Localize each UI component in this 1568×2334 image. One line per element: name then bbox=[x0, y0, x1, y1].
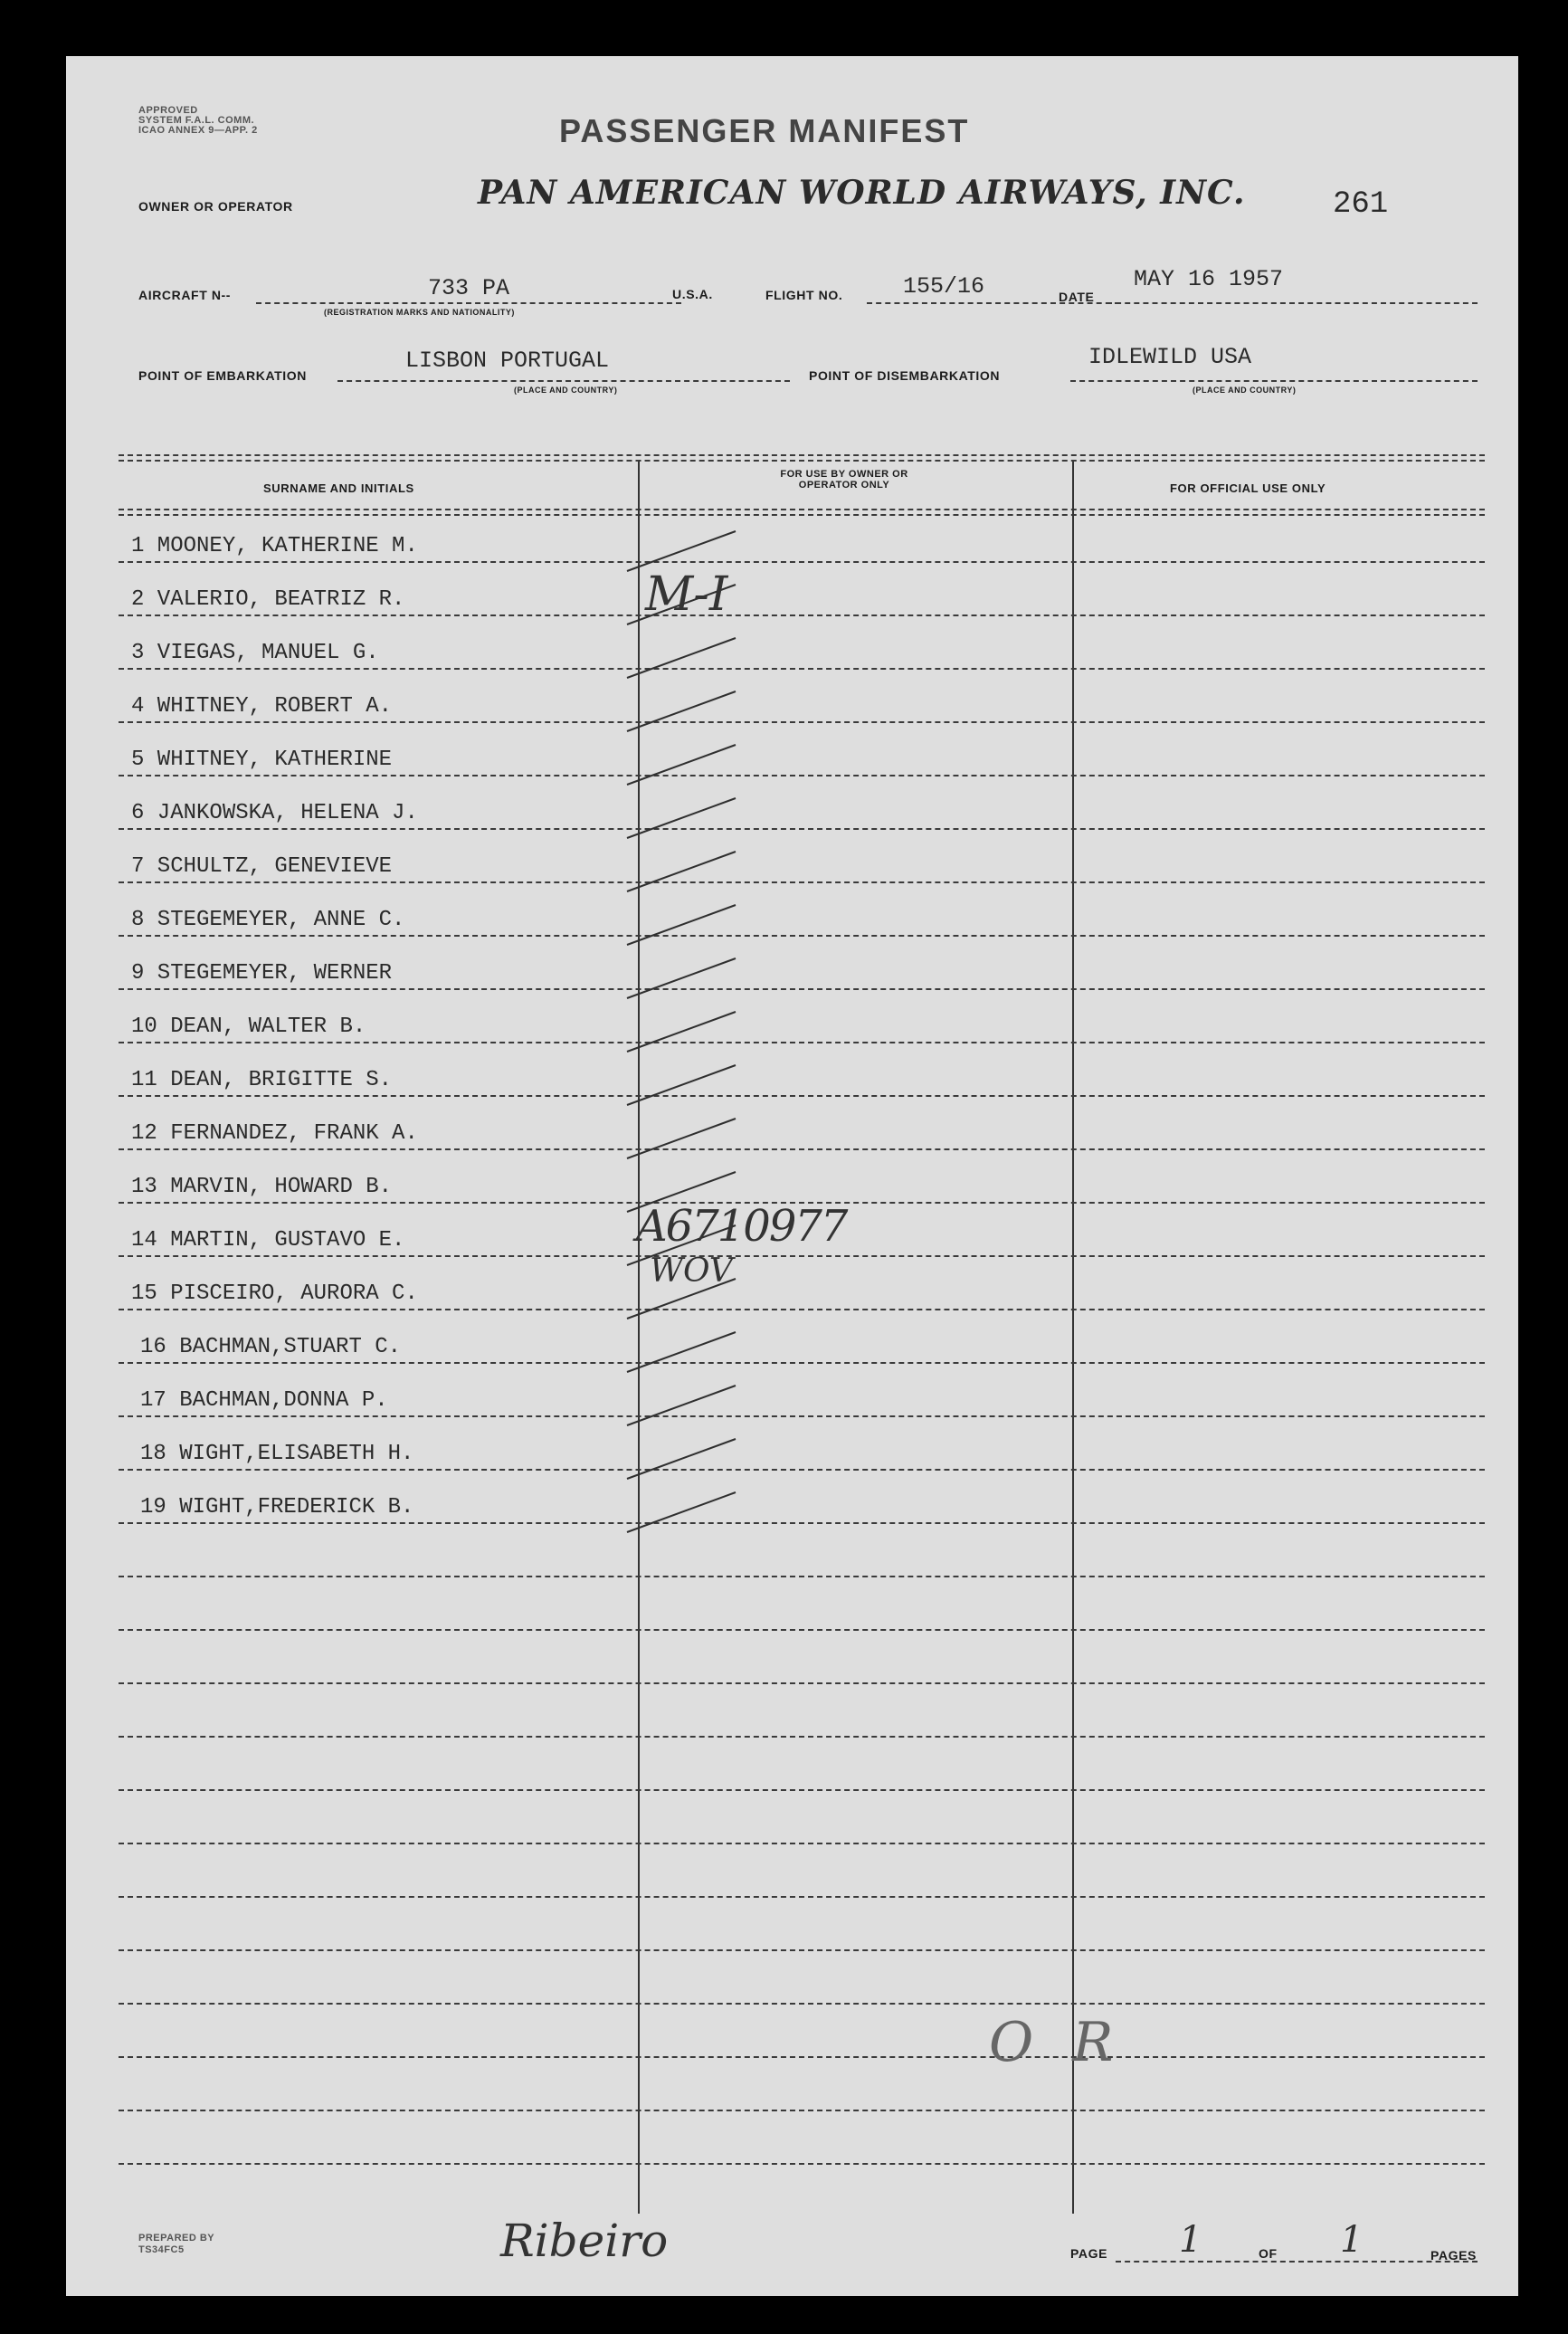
form-number: TS34FC5 bbox=[138, 2244, 185, 2255]
table-row: 17 BACHMAN,DONNA P. bbox=[140, 1388, 388, 1413]
check-mark bbox=[627, 798, 736, 838]
signature: Ribeiro bbox=[500, 2215, 669, 2267]
flight-value: 155/16 bbox=[903, 273, 985, 300]
embarkation-caption: (PLACE AND COUNTRY) bbox=[514, 386, 618, 395]
check-mark bbox=[627, 1439, 736, 1479]
check-mark bbox=[627, 905, 736, 945]
embarkation-label: POINT OF EMBARKATION bbox=[138, 368, 307, 383]
date-label: DATE bbox=[1059, 290, 1095, 304]
owner-label: OWNER OR OPERATOR bbox=[138, 199, 293, 214]
date-value: MAY 16 1957 bbox=[1134, 266, 1284, 292]
page-value: 1 bbox=[1179, 2219, 1202, 2261]
official-initials: O R bbox=[989, 2011, 1125, 2074]
form-title: PASSENGER MANIFEST bbox=[559, 112, 970, 149]
table-row: 8 STEGEMEYER, ANNE C. bbox=[131, 908, 405, 932]
check-mark bbox=[627, 531, 736, 571]
footer-rule bbox=[1116, 2261, 1478, 2263]
page-stamp-number: 261 bbox=[1333, 187, 1389, 222]
check-mark bbox=[627, 691, 736, 731]
flight-label: FLIGHT NO. bbox=[765, 288, 843, 302]
handwritten-note-row15: WOV bbox=[650, 1253, 733, 1290]
handwritten-note-row2: M-I bbox=[645, 567, 728, 622]
disembarkation-value: IDLEWILD USA bbox=[1088, 344, 1252, 370]
col-header-owner: FOR USE BY OWNER OR OPERATOR ONLY bbox=[780, 469, 908, 491]
check-mark bbox=[627, 958, 736, 998]
table-row: 19 WIGHT,FREDERICK B. bbox=[140, 1495, 414, 1519]
col-header-surname: SURNAME AND INITIALS bbox=[263, 481, 414, 495]
table-row: 18 WIGHT,ELISABETH H. bbox=[140, 1442, 414, 1466]
of-label: OF bbox=[1259, 2246, 1278, 2261]
approval-line: SYSTEM F.A.L. COMM. bbox=[138, 115, 255, 126]
registration-caption: (REGISTRATION MARKS AND NATIONALITY) bbox=[324, 308, 515, 317]
table-row: 7 SCHULTZ, GENEVIEVE bbox=[131, 854, 393, 879]
table-row: 10 DEAN, WALTER B. bbox=[131, 1015, 366, 1039]
table-row: 6 JANKOWSKA, HELENA J. bbox=[131, 801, 418, 825]
manifest-sheet bbox=[66, 56, 1518, 2296]
check-mark bbox=[627, 1332, 736, 1372]
approval-line: APPROVED bbox=[138, 105, 198, 116]
table-row: 3 VIEGAS, MANUEL G. bbox=[131, 641, 379, 665]
check-mark bbox=[627, 745, 736, 785]
check-mark bbox=[627, 1386, 736, 1425]
pages-label: PAGES bbox=[1430, 2248, 1477, 2263]
check-mark bbox=[627, 1012, 736, 1052]
carrier-name: PAN AMERICAN WORLD AIRWAYS, INC. bbox=[478, 174, 1246, 212]
table-row: 16 BACHMAN,STUART C. bbox=[140, 1335, 402, 1359]
disembarkation-caption: (PLACE AND COUNTRY) bbox=[1193, 386, 1297, 395]
usa-label: U.S.A. bbox=[672, 287, 713, 301]
table-row: 5 WHITNEY, KATHERINE bbox=[131, 748, 393, 772]
aircraft-label: AIRCRAFT N-- bbox=[138, 288, 232, 302]
aircraft-value: 733 PA bbox=[428, 275, 510, 301]
check-mark bbox=[627, 1065, 736, 1105]
check-mark bbox=[627, 1119, 736, 1158]
prepared-by-label: PREPARED BY bbox=[138, 2233, 215, 2243]
table-row: 14 MARTIN, GUSTAVO E. bbox=[131, 1228, 405, 1253]
disembarkation-label: POINT OF DISEMBARKATION bbox=[809, 368, 1001, 383]
table-row: 2 VALERIO, BEATRIZ R. bbox=[131, 587, 405, 612]
table-row: 15 PISCEIRO, AURORA C. bbox=[131, 1281, 418, 1306]
prepared-by-block bbox=[138, 2233, 214, 2256]
tick-marks bbox=[66, 56, 1518, 2296]
table-row: 1 MOONEY, KATHERINE M. bbox=[131, 534, 418, 558]
table-row: 12 FERNANDEZ, FRANK A. bbox=[131, 1121, 418, 1146]
handwritten-note-row14: A6710977 bbox=[636, 1201, 847, 1252]
table-row: 9 STEGEMEYER, WERNER bbox=[131, 961, 393, 986]
page-label: PAGE bbox=[1070, 2246, 1108, 2261]
table-row: 13 MARVIN, HOWARD B. bbox=[131, 1175, 393, 1199]
embarkation-value: LISBON PORTUGAL bbox=[405, 348, 610, 374]
table-row: 11 DEAN, BRIGITTE S. bbox=[131, 1068, 393, 1092]
of-value: 1 bbox=[1340, 2219, 1364, 2261]
check-mark bbox=[627, 852, 736, 891]
check-mark bbox=[627, 1492, 736, 1532]
approval-line: ICAO ANNEX 9—APP. 2 bbox=[138, 125, 258, 136]
table-row: 4 WHITNEY, ROBERT A. bbox=[131, 694, 393, 719]
col-header-official: FOR OFFICIAL USE ONLY bbox=[1170, 481, 1326, 495]
check-mark bbox=[627, 638, 736, 678]
